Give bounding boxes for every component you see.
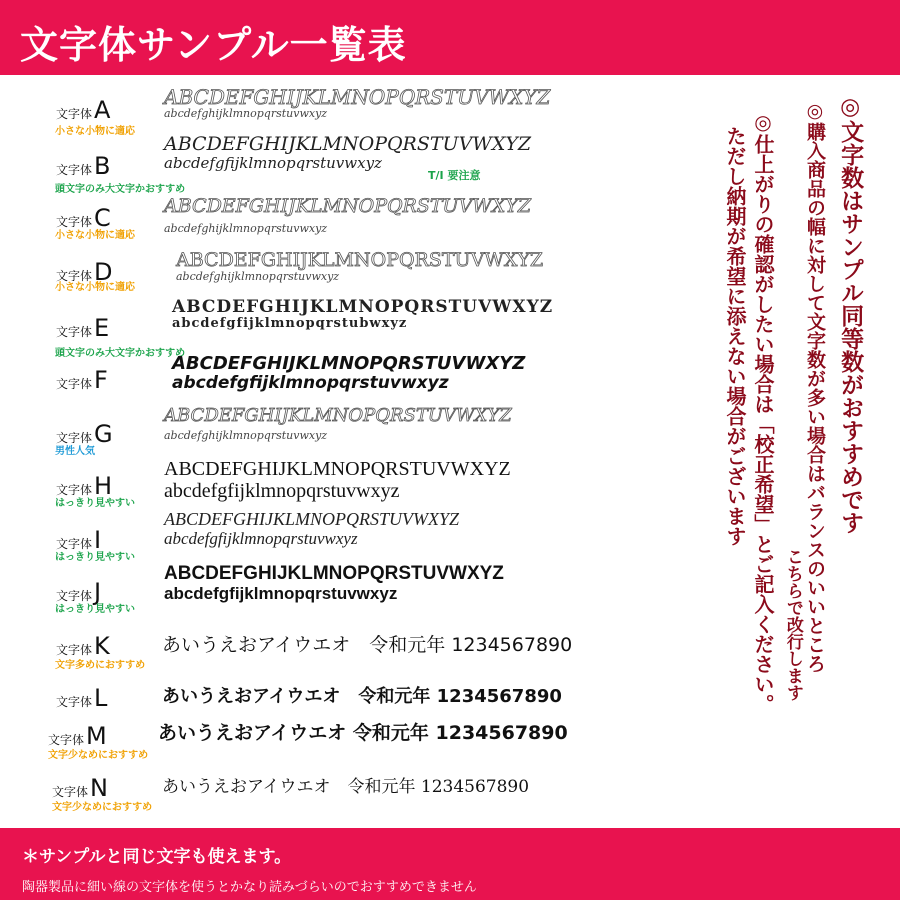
font-sample: ABCDEFGHIJKLMNOPQRSTUVWXYZ abcdefghijklmnopqrstuvwxyz (164, 405, 512, 442)
font-sample: ABCDEFGHIJKLMNOPQRSTUVWXYZ abcdefgfijklmnopqrstuvwxyz (164, 458, 511, 502)
font-note: 小さな小物に適応 (55, 126, 135, 137)
font-note: 頭文字のみ大文字かおすすめ (55, 348, 186, 359)
font-note: 文字多めにおすすめ (55, 660, 146, 671)
font-sample: ABCDEFGHIJKLMNOPQRSTUVWXYZ abcdefghijklmnopqrstuvwxyz (164, 85, 551, 120)
font-note: 小さな小物に適応 (55, 282, 135, 293)
font-note: はっきり見やすい (55, 604, 135, 615)
font-sample: ABCDEFGHIJKLMNOPQRSTUVWXYZ abcdefgfijklmnopqrstuvwxyz (164, 563, 504, 603)
font-note: はっきり見やすい (55, 552, 135, 563)
vertical-note-1: ◎文字数はサンプル同等数がおすすめです (837, 94, 864, 534)
font-sample: あいうえおアイウエオ 令和元年 1234567890 (162, 777, 530, 797)
font-label: 文字体J (56, 578, 102, 606)
font-label: 文字体D (56, 258, 113, 286)
footer-warning: 陶器製品に細い線の文字体を使うとかなり読みづらいのでおすすめできません (22, 880, 477, 895)
font-note: 男性人気 (55, 446, 95, 457)
font-label: 文字体L (56, 684, 108, 712)
page-title: 文字体サンプル一覧表 (20, 23, 407, 67)
font-label: 文字体M (48, 722, 107, 750)
font-sample: あいうえおアイウエオ 令和元年 1234567890 (162, 686, 562, 707)
font-label: 文字体H (56, 472, 113, 500)
font-sample: あいうえおアイウエオ 令和元年 1234567890 (158, 722, 568, 744)
vertical-note-2: ◎購入商品の幅に対して文字数が多い場合はバランスのいいところ (803, 100, 826, 673)
header-banner (0, 0, 900, 75)
font-label: 文字体E (56, 314, 110, 342)
font-sample: ABCDEFGHIJKLMNOPQRSTUVWXYZ abcdefgfijklmnopqrstubwxyz (172, 297, 554, 331)
font-label: 文字体F (56, 366, 108, 394)
vertical-note-3: こちらで改行します (782, 548, 803, 701)
font-sample: ABCDEFGHIJKLMNOPQRSTUVWXYZ abcdefgfijklmnopqrstuvwxyz (164, 133, 532, 172)
font-sample: ABCDEFGHIJKLMNOPQRSTUVWXYZ abcdefghijklmnopqrstuvwxyz (164, 195, 532, 235)
font-label: 文字体C (56, 204, 111, 232)
footer-note: ＊サンプルと同じ文字も使えます。 (22, 847, 292, 867)
footer-banner (0, 828, 900, 900)
font-label: 文字体A (56, 96, 111, 124)
font-note: 小さな小物に適応 (55, 230, 135, 241)
vertical-note-5: ただし納期が希望に添えない場合がございます (723, 126, 747, 546)
font-sample: ABCDEFGHIJKLMNOPQRSTUVWXYZ abcdefgfijklmnopqrstuvwxyz (164, 509, 459, 548)
font-sample: ABCDEFGHIJKLMNOPQRSTUVWXYZ abcdefgfijklmnopqrstuvwxyz (172, 353, 526, 393)
font-row-n (0, 770, 900, 826)
caution-note: T/I 要注意 (428, 169, 481, 182)
font-label: 文字体I (56, 526, 102, 554)
font-note: 文字少なめにおすすめ (48, 750, 149, 761)
font-row-m (0, 718, 900, 774)
vertical-note-4: ◎仕上がりの確認がしたい場合は「校正希望」とご記入ください。 (751, 110, 775, 714)
font-sample: ABCDEFGHIJKLMNOPQRSTUVWXYZ abcdefghijklmnopqrstuvwxyz (176, 249, 544, 283)
font-sample: あいうえおアイウエオ 令和元年 1234567890 (162, 634, 573, 656)
font-label: 文字体K (56, 632, 110, 660)
font-note: 頭文字のみ大文字かおすすめ (55, 184, 186, 195)
font-label: 文字体G (56, 420, 113, 448)
font-note: はっきり見やすい (55, 498, 135, 509)
font-label: 文字体B (56, 152, 111, 180)
font-label: 文字体N (52, 774, 108, 802)
font-note: 文字少なめにおすすめ (52, 802, 153, 813)
